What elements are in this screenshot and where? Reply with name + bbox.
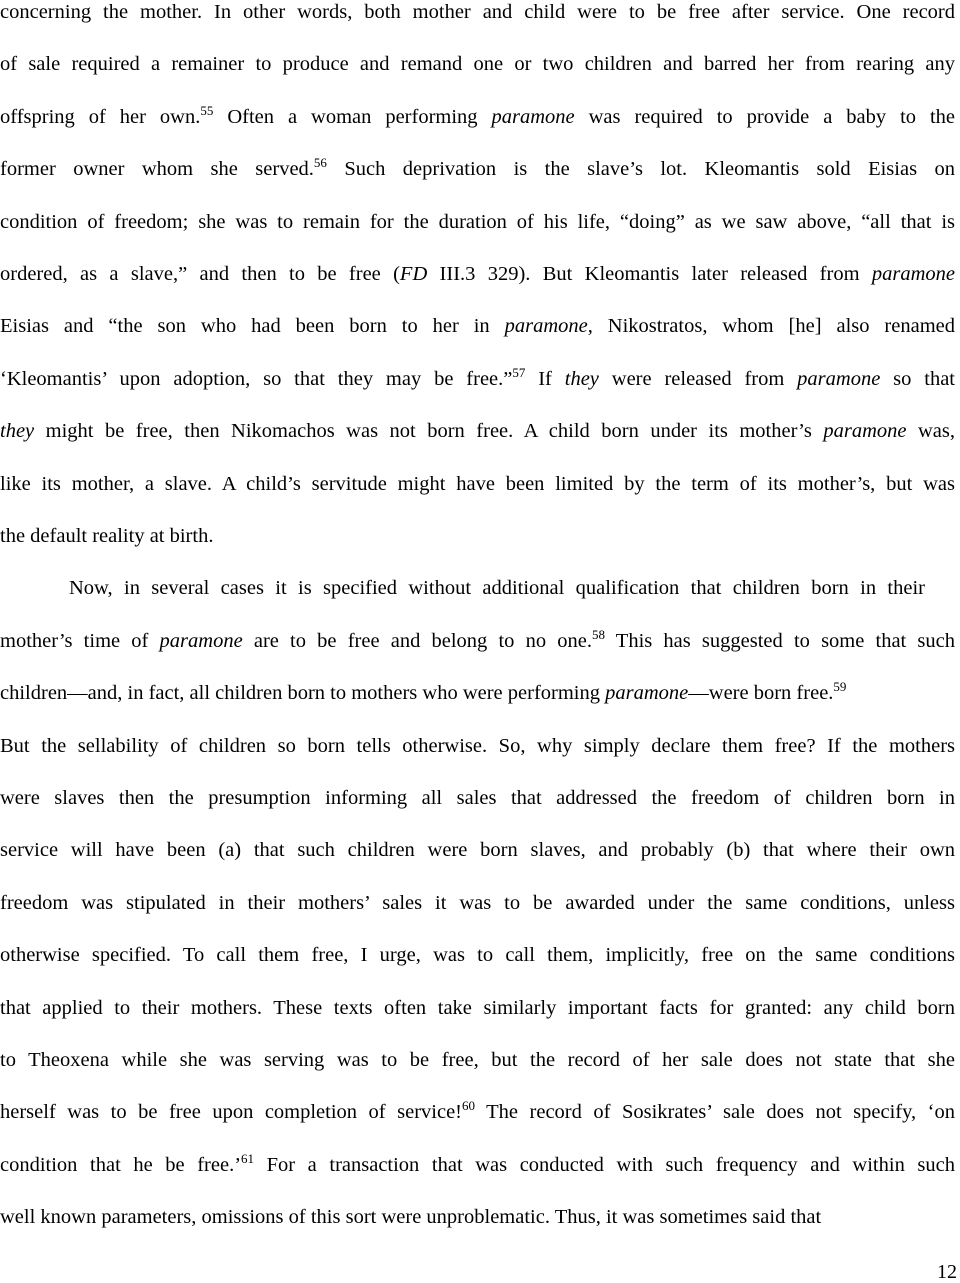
text-span: mother’s time of: [0, 629, 160, 652]
text-span: was required to provide a baby to the: [574, 105, 956, 128]
text-line: [0, 1152, 955, 1180]
text-span: ordered, as a slave,” and then to be free (: [0, 263, 400, 285]
footnote-ref: 57: [512, 364, 526, 380]
italic-text: paramone: [605, 682, 689, 705]
text-line: [0, 104, 955, 132]
text-span: so that: [880, 367, 955, 390]
text-line: [69, 575, 925, 601]
text-line: [0, 156, 955, 184]
text-span: Eisias and “the son who had been born to her in: [0, 315, 505, 338]
text-span: For a transaction that was conducted with such frequency and within such: [254, 1153, 955, 1176]
text-span: are to be free and belong to no one.: [242, 629, 592, 652]
text-span: well known parameters, omissions of this sort were unproblematic. Thus, it was sometimes said that: [0, 1206, 822, 1229]
footnote-ref: 56: [313, 155, 327, 171]
italic-text: paramone: [504, 315, 588, 338]
text-span: The record of Sosikrates’ sale does not specify, ‘on: [475, 1101, 956, 1124]
text-line: [0, 1047, 955, 1073]
text-line: [0, 942, 955, 968]
text-line: [0, 418, 955, 444]
text-span: might be free, then Nikomachos was not born free. A child born under its mother’s: [34, 420, 824, 443]
text-span: to Theoxena while she was serving was to be free, but the record of her sale does not state that she: [0, 1049, 955, 1071]
text-span: ‘Kleomantis’ upon adoption, so that they may be free.”: [0, 367, 513, 390]
text-line: [0, 209, 955, 235]
text-span: former owner whom she served.: [0, 158, 314, 181]
text-line: [0, 995, 955, 1021]
text-line: [0, 523, 213, 549]
text-line: [0, 313, 955, 339]
text-span: Often a woman performing: [213, 105, 492, 128]
text-span: offspring of her own.: [0, 105, 201, 128]
text-span: herself was to be free upon completion of service!: [0, 1101, 463, 1124]
text-span: , Nikostratos, whom [he] also renamed: [587, 315, 955, 338]
text-line: [0, 733, 955, 759]
text-span: service will have been (a) that such children were born slaves, and probably (b) that where their own: [0, 839, 955, 862]
text-span: were released from: [598, 367, 798, 390]
italic-text: paramone: [797, 367, 881, 390]
page-number: 12: [937, 1261, 957, 1283]
italic-text: paramone: [871, 263, 955, 285]
text-span: condition of freedom; she was to remain for the duration of his life, “doing” as we saw above, “all that is: [0, 210, 955, 233]
text-line: [0, 366, 955, 394]
italic-text: they: [0, 420, 35, 443]
text-span: If: [525, 367, 565, 390]
text-span: III.3 329). But Kleomantis later released from: [427, 263, 872, 285]
text-span: But the sellability of children so born tells otherwise. So, why simply declare them free? If the mothers: [0, 734, 955, 757]
text-line: [0, 471, 955, 497]
text-span: Such deprivation is the slave’s lot. Kleomantis sold Eisias on: [326, 158, 955, 181]
text-line: [0, 1204, 821, 1230]
italic-text: paramone: [823, 420, 907, 443]
text-line: [0, 51, 955, 77]
italic-text: paramone: [159, 629, 243, 652]
footnote-ref: 61: [241, 1150, 255, 1166]
text-line: [0, 1099, 955, 1127]
text-line: [0, 628, 955, 656]
text-span: children—and, in fact, all children born to mothers who were performing: [0, 682, 606, 705]
text-span: freedom was stipulated in their mothers’ sales it was to be awarded under the same conditions, unless: [0, 891, 955, 914]
text-span: like its mother, a slave. A child’s servitude might have been limited by the term of its mother’s, but was: [0, 472, 955, 495]
italic-text: they: [564, 367, 599, 390]
text-span: were slaves then the presumption informing all sales that addressed the freedom of children born in: [0, 787, 955, 809]
text-span: Now, in several cases it is specified without additional qualification that children born in their: [69, 577, 925, 600]
text-line: [0, 837, 955, 863]
footnote-ref: 58: [592, 626, 605, 642]
text-line: [0, 261, 955, 287]
text-span: was,: [906, 420, 955, 443]
italic-text: paramone: [491, 105, 575, 128]
text-span: that applied to their mothers. These texts often take similarly important facts for granted: any child born: [0, 996, 955, 1019]
text-line: [0, 680, 846, 708]
text-span: —were born free.: [688, 682, 834, 705]
italic-text: FD: [399, 263, 428, 285]
footnote-ref: 59: [833, 679, 847, 695]
text-line: [0, 0, 955, 25]
text-line: [0, 785, 955, 811]
text-span: condition that he be free.’: [0, 1153, 242, 1176]
text-span: This has suggested to some that such: [605, 629, 956, 652]
text-span: the default reality at birth.: [0, 525, 214, 547]
footnote-ref: 55: [200, 102, 214, 118]
text-line: [0, 890, 955, 916]
text-span: otherwise specified. To call them free, I urge, was to call them, implicitly, free on the same conditions: [0, 944, 955, 967]
text-span: concerning the mother. In other words, both mother and child were to be free after service. One record: [0, 1, 955, 23]
footnote-ref: 60: [462, 1098, 476, 1114]
text-span: of sale required a remainer to produce and remand one or two children and barred her from rearing any: [0, 53, 955, 76]
